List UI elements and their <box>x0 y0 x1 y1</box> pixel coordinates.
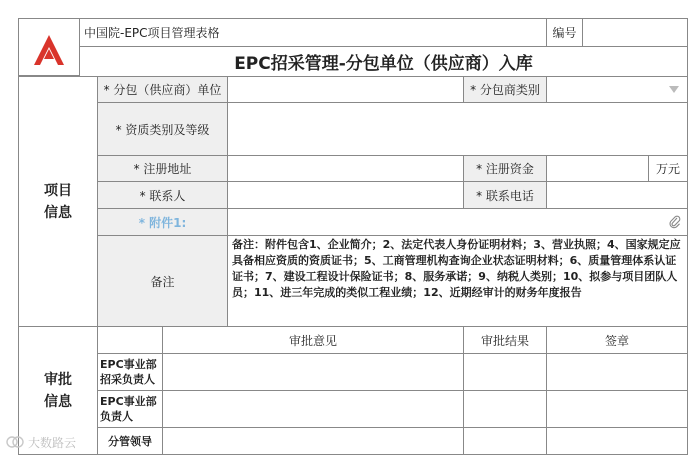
number-label: 编号 <box>546 18 583 47</box>
qualification-label: * 资质类别及等级 <box>97 102 228 156</box>
approval-result-header: 审批结果 <box>463 326 547 354</box>
qualification-input[interactable] <box>227 102 688 156</box>
attachment-upload[interactable] <box>227 208 688 236</box>
approver-role: EPC事业部负责人 <box>97 390 163 428</box>
watermark-icon <box>6 434 24 450</box>
number-input[interactable] <box>582 18 688 47</box>
approval-header-blank <box>97 326 163 354</box>
approval-sign-input[interactable] <box>546 353 688 391</box>
approval-sign-header: 签章 <box>546 326 688 354</box>
attachment-label: * 附件1: <box>97 208 228 236</box>
approver-role: EPC事业部招采负责人 <box>97 353 163 391</box>
approval-sign-input[interactable] <box>546 427 688 455</box>
approval-opinion-header: 审批意见 <box>162 326 464 354</box>
subcontractor-unit-input[interactable] <box>227 76 464 103</box>
chevron-down-icon <box>669 86 679 94</box>
paperclip-icon[interactable] <box>669 215 681 229</box>
project-section-label: 项目 信息 <box>18 76 98 327</box>
watermark <box>6 432 76 452</box>
approval-result-input[interactable] <box>463 353 547 391</box>
approval-section-label: 审批 信息 <box>18 326 98 455</box>
approval-result-input[interactable] <box>463 427 547 455</box>
approval-opinion-input[interactable] <box>162 390 464 428</box>
approval-result-input[interactable] <box>463 390 547 428</box>
subcontractor-type-label: * 分包商类别 <box>463 76 547 103</box>
remarks-text: 备注：附件包含1、企业简介；2、法定代表人身份证明材料；3、营业执照；4、国家规定应具备相应资质的资质证书；5、工商管理机构查询企业状态证明材料；6、质量管理体系认证证书；7、建设工程设计保险证书；8、服务承诺；9、纳税人类别；10、拟参与项目团队人员；11、进三年完成的类似工程业绩；12、近期经审计的财务年度报告 <box>227 235 688 327</box>
subcontractor-type-select[interactable] <box>546 76 688 103</box>
approver-role: 分管领导 <box>97 427 163 455</box>
subcontractor-unit-label: * 分包（供应商）单位 <box>97 76 228 103</box>
approval-opinion-input[interactable] <box>162 353 464 391</box>
reg-capital-input[interactable] <box>546 155 649 182</box>
approval-opinion-input[interactable] <box>162 427 464 455</box>
org-name: 中国院-EPC项目管理表格 <box>79 18 547 47</box>
watermark-text: 大数路云 <box>28 435 77 450</box>
reg-capital-label: * 注册资金 <box>463 155 547 182</box>
company-logo <box>19 19 79 75</box>
contact-label: * 联系人 <box>97 181 228 209</box>
capital-unit: 万元 <box>648 155 688 182</box>
phone-input[interactable] <box>546 181 688 209</box>
form-title: EPC招采管理-分包单位（供应商）入库 <box>79 46 688 77</box>
phone-label: * 联系电话 <box>463 181 547 209</box>
reg-address-label: * 注册地址 <box>97 155 228 182</box>
contact-input[interactable] <box>227 181 464 209</box>
reg-address-input[interactable] <box>227 155 464 182</box>
logo-cell <box>18 18 80 76</box>
remarks-label: 备注 <box>97 235 228 327</box>
approval-sign-input[interactable] <box>546 390 688 428</box>
